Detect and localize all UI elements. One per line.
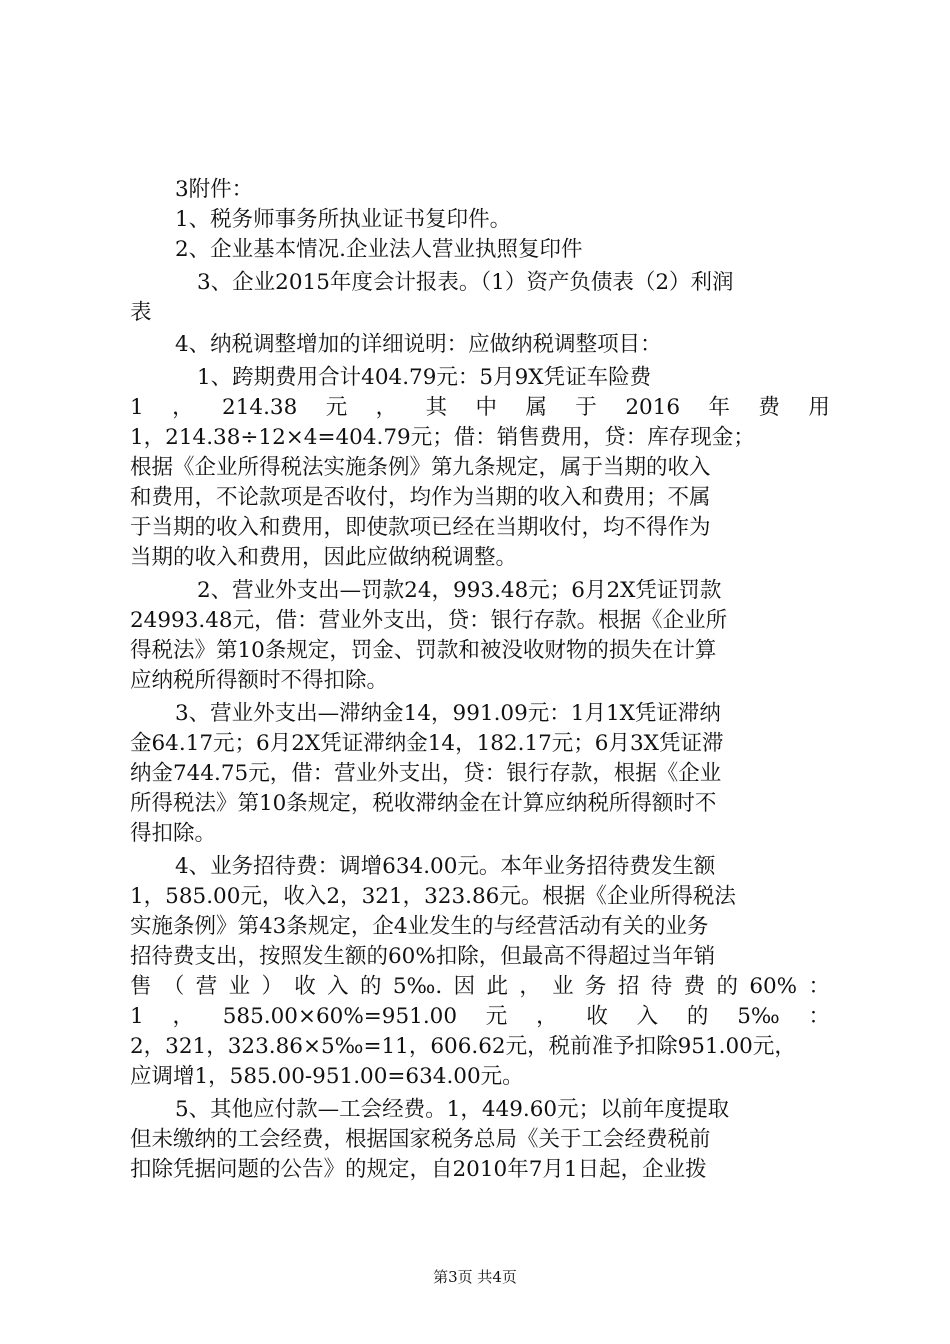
item-3-line-3: 纳金744.75元，借：营业外支出，贷：银行存款，根据《企业 xyxy=(130,761,722,786)
text-segment: 的 xyxy=(360,974,382,999)
text-segment: 年 xyxy=(708,395,730,420)
text-segment: 5‰. xyxy=(392,974,443,999)
item-1-line-3: 1，214.38÷12×4=404.79元；借：销售费用，贷：库存现金； xyxy=(130,425,755,450)
item-1-line-5: 和费用，不论款项是否收付，均作为当期的收入和费用；不属 xyxy=(130,485,711,510)
text-segment: 元 xyxy=(325,395,348,420)
text-segment: 的 xyxy=(716,974,738,999)
attachment-item-3: 3、企业2015年度会计报表。（1）资产负债表（2）利润 xyxy=(197,270,734,295)
text-segment: 1 xyxy=(130,1004,144,1029)
text-segment: ， xyxy=(519,974,541,999)
text-segment: 招 xyxy=(617,974,640,999)
text-segment: 585.00×60%=951.00 xyxy=(222,1004,458,1029)
page-footer: 第3页 共4页 xyxy=(433,1268,517,1286)
text-segment: ， xyxy=(172,1004,194,1029)
item-3-line-1: 3、营业外支出—滞纳金14，991.09元：1月1X凭证滞纳 xyxy=(175,701,721,726)
item-5-line-2: 但未缴纳的工会经费，根据国家税务总局《关于工会经费税前 xyxy=(130,1127,711,1152)
item-4-line-8: 应调增1，585.00-951.00=634.00元。 xyxy=(130,1064,524,1089)
text-segment: 用 xyxy=(808,395,830,420)
text-segment: 费 xyxy=(758,395,780,420)
text-segment: （ xyxy=(162,974,185,999)
text-segment: 中 xyxy=(475,395,498,420)
item-4-line-3: 实施条例》第43条规定，企4业发生的与经营活动有关的业务 xyxy=(130,914,709,939)
text-segment: ： xyxy=(808,1004,830,1029)
text-segment: ： xyxy=(808,974,830,999)
item-4-line-7: 2，321，323.86×5‰=11，606.62元，税前准予扣除951.00元， xyxy=(130,1034,796,1059)
item-2-line-4: 应纳税所得额时不得扣除。 xyxy=(130,668,389,693)
text-segment: 售 xyxy=(130,974,152,999)
text-segment: 元 xyxy=(485,1004,508,1029)
text-segment: 属 xyxy=(525,395,547,420)
item-1-line-4: 根据《企业所得税法实施条例》第九条规定，属于当期的收入 xyxy=(130,455,711,480)
text-segment: ， xyxy=(172,395,194,420)
attachment-item-2: 2、企业基本情况.企业法人营业执照复印件 xyxy=(175,237,583,262)
text-segment: 营 xyxy=(195,974,218,999)
text-segment: 其 xyxy=(425,395,448,420)
text-segment: 60% xyxy=(749,974,798,999)
text-segment: 待 xyxy=(650,974,673,999)
attachment-item-3-cont: 表 xyxy=(130,300,152,325)
text-segment: 此 xyxy=(486,974,508,999)
item-3-line-5: 得扣除。 xyxy=(130,821,217,846)
adjustment-heading: 4、纳税调整增加的详细说明：应做纳税调整项目： xyxy=(175,332,662,357)
item-1-line-6: 于当期的收入和费用，即使款项已经在当期收付，均不得作为 xyxy=(130,515,711,540)
item-4-line-5 xyxy=(130,972,830,1002)
text-segment: 业 xyxy=(228,974,251,999)
text-segment: 214.38 xyxy=(222,395,298,420)
text-segment: 业 xyxy=(552,974,574,999)
item-3-line-4: 所得税法》第10条规定，税收滞纳金在计算应纳税所得额时不 xyxy=(130,791,717,816)
text-segment: 收 xyxy=(586,1004,608,1029)
item-2-line-2: 24993.48元，借：营业外支出，贷：银行存款。根据《企业所 xyxy=(130,608,728,633)
text-segment: 入 xyxy=(636,1004,659,1029)
item-4-line-2: 1，585.00元，收入2，321，323.86元。根据《企业所得税法 xyxy=(130,884,736,909)
item-1-line-2 xyxy=(130,393,830,423)
text-segment: 收 xyxy=(294,974,316,999)
item-4-line-6 xyxy=(130,1002,830,1032)
text-segment: ， xyxy=(375,395,398,420)
item-1-line-7: 当期的收入和费用，因此应做纳税调整。 xyxy=(130,545,518,570)
attachment-item-1: 1、税务师事务所执业证书复印件。 xyxy=(175,207,512,232)
item-4-line-1: 4、业务招待费：调增634.00元。本年业务招待费发生额 xyxy=(175,854,716,879)
text-segment: 5‰ xyxy=(737,1004,780,1029)
text-segment: ， xyxy=(536,1004,558,1029)
item-2-line-3: 得税法》第10条规定，罚金、罚款和被没收财物的损失在计算 xyxy=(130,638,717,663)
item-2-line-1: 2、营业外支出—罚款24，993.48元；6月2X凭证罚款 xyxy=(197,578,722,603)
text-segment: ） xyxy=(261,974,283,999)
item-4-line-4: 招待费支出，按照发生额的60%扣除，但最高不得超过当年销 xyxy=(130,944,716,969)
text-segment: 2016 xyxy=(625,395,681,420)
item-3-line-2: 金64.17元；6月2X凭证滞纳金14，182.17元；6月3X凭证滞 xyxy=(130,731,724,756)
text-segment: 务 xyxy=(585,974,607,999)
item-1-line-1: 1、跨期费用合计404.79元：5月9X凭证车险费 xyxy=(197,365,652,390)
text-segment: 1 xyxy=(130,395,144,420)
text-segment: 的 xyxy=(686,1004,709,1029)
item-5-line-3: 扣除凭据问题的公告》的规定，自2010年7月1日起，企业拨 xyxy=(130,1157,707,1182)
item-5-line-1: 5、其他应付款—工会经费。1，449.60元；以前年度提取 xyxy=(175,1097,730,1122)
text-segment: 费 xyxy=(683,974,706,999)
text-segment: 因 xyxy=(453,974,476,999)
text-segment: 入 xyxy=(327,974,349,999)
attachment-heading: 3附件： xyxy=(175,177,254,202)
text-segment: 于 xyxy=(575,395,597,420)
